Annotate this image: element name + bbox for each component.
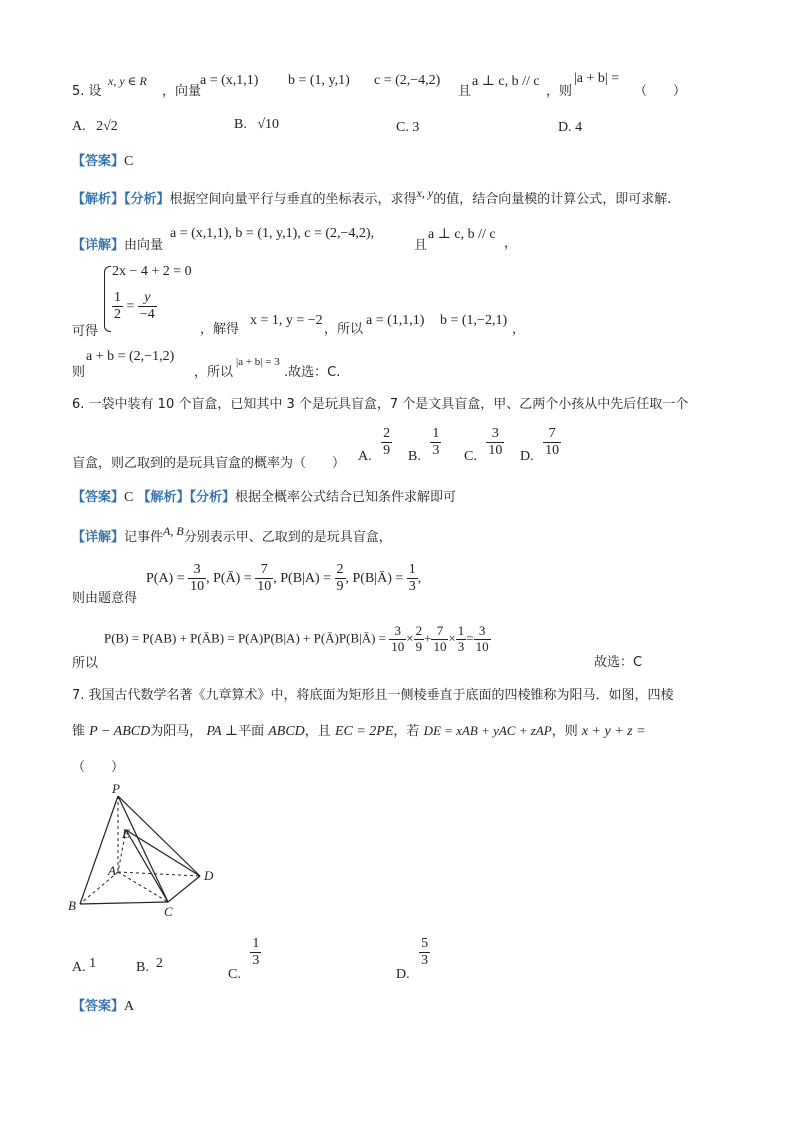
q6-given-lead: 则由题意得 xyxy=(72,591,138,606)
edge-pc xyxy=(118,796,168,902)
q5-relation: a ⊥ c, b // c xyxy=(472,74,540,89)
q5-option-d[interactable]: D. 4 xyxy=(558,120,583,135)
q5-and: 且 xyxy=(458,84,472,99)
q5-choose: .故选：C. xyxy=(284,365,341,380)
q6-so-lead: 所以 xyxy=(72,656,99,671)
q5-detail-comma: ， xyxy=(504,236,518,251)
q5-system-brace xyxy=(104,266,111,332)
label-p: P xyxy=(112,782,120,796)
q5-vec-c: c = (2,−4,2) xyxy=(374,73,441,88)
q5-analysis: 【解析】【分析】根据空间向量平行与垂直的坐标表示，求得x, y的值，结合向量模的计算公式，即可求解. xyxy=(72,186,672,207)
q5-eq2: $\frac{1}{2}$ = $\frac{y}{-4}$ xyxy=(114,290,155,323)
q7-paren: （ ） xyxy=(72,760,125,775)
q7-stem-line2: 锥 P − ABCD为阳马， PA ⊥平面 ABCD，且 EC = 2PE，若 DE = xAB + yAC + zAP，则 x + y + z = xyxy=(72,723,646,739)
q5-sum-vec: a + b = (2,−1,2) xyxy=(86,349,175,364)
q5-so-a: a = (1,1,1) xyxy=(366,313,425,328)
q7-option-c[interactable]: C. $\frac{1}{3}$ xyxy=(228,936,260,982)
edge-ed xyxy=(126,830,200,876)
q6-choose: 故选：C xyxy=(594,655,643,670)
q7-option-d[interactable]: D. $\frac{5}{3}$ xyxy=(396,936,429,982)
q7-pyramid-figure xyxy=(66,782,236,922)
q7-stem-line1: 7. 我国古代数学名著《九章算术》中，将底面为矩形且一侧棱垂直于底面的四棱锥称为阳马．如图，四棱 xyxy=(72,688,674,703)
q6-stem-line2: 盲盒，则乙取到的是玩具盲盒的概率为（ ） xyxy=(72,456,346,471)
q6-option-b[interactable]: B. $\frac{1}{3}$ xyxy=(408,426,440,464)
q5-option-c[interactable]: C. 3 xyxy=(396,120,420,135)
q5-so2: ，所以 xyxy=(194,365,234,380)
edge-ec xyxy=(126,830,168,902)
q5-detail-and: 且 xyxy=(414,238,428,253)
q5-vec-b: b = (1, y,1) xyxy=(288,73,350,88)
q5-number: 5. 设 xyxy=(72,84,102,99)
label-a: A xyxy=(108,863,116,878)
q5-so-text: ，所以 xyxy=(324,322,364,337)
q5-detail-rel: a ⊥ c, b // c xyxy=(428,227,496,242)
q6-given-probs: P(A) = $\frac{3}{10}$ , P(Ā) = $\frac{7}{10}$ , P(B|A) = $\frac{2}{9}$ , P(B|Ā) = $\frac{1}{3}$ , xyxy=(146,562,422,595)
q5-vec-a: a = (x,1,1) xyxy=(200,73,259,88)
edge-cd xyxy=(168,876,200,902)
q6-option-a[interactable]: A. $\frac{2}{9}$ xyxy=(358,426,391,464)
q5-ask: |a + b| = xyxy=(574,71,620,86)
q5-so-comma: ， xyxy=(512,322,526,337)
q5-so-b: b = (1,−2,1) xyxy=(440,313,508,328)
q6-answer-analysis: 【答案】C 【解析】【分析】根据全概率公式结合已知条件求解即可 xyxy=(72,490,457,505)
q6-total-prob: P(B) = P(AB) + P(ĀB) = P(A)P(B|A) + P(Ā)P(B|Ā) = $\frac{3}{10}$ × $\frac{2}{9}$ + $\frac{7}{10}$ × $\frac{1}{3}$ = $\frac{3}{10}$ xyxy=(104,623,489,654)
label-d: D xyxy=(204,868,214,883)
q5-detail: 【详解】由向量 xyxy=(72,238,164,253)
q5-then-lead: 则 xyxy=(72,365,86,380)
edge-pd xyxy=(118,796,200,876)
q5-solve-text: ，解得 xyxy=(200,322,240,337)
label-e: E xyxy=(122,826,130,841)
q5-cond-xy: x, y ∈ R xyxy=(108,74,147,88)
edge-ad xyxy=(118,872,200,876)
q5-answer: 【答案】C xyxy=(72,154,134,169)
q5-ask-lead: ，则 xyxy=(546,84,573,99)
q6-detail: 【详解】记事件A, B分别表示甲、乙取到的是玩具盲盒， xyxy=(72,524,392,545)
q5-detail-vectors: a = (x,1,1), b = (1, y,1), c = (2,−4,2), xyxy=(170,226,375,241)
q5-solve-vals: x = 1, y = −2 xyxy=(250,313,323,328)
q5-paren: （ ） xyxy=(634,84,687,99)
label-b: B xyxy=(68,898,76,913)
q7-option-a[interactable]: A. 1 xyxy=(72,956,97,975)
q7-answer: 【答案】A xyxy=(72,999,135,1014)
q6-option-c[interactable]: C. $\frac{3}{10}$ xyxy=(464,426,503,464)
q5-eq1: 2x − 4 + 2 = 0 xyxy=(112,264,192,279)
label-c: C xyxy=(164,904,173,919)
edge-bc xyxy=(80,902,168,904)
q7-option-b[interactable]: B. 2 xyxy=(136,956,163,975)
q5-option-b[interactable]: B. √10 xyxy=(234,117,280,132)
q5-option-a[interactable]: A. 2√2 xyxy=(72,119,118,134)
q5-derive-lead: 可得 xyxy=(72,324,99,339)
q5-magnitude: |a + b| = 3 xyxy=(236,356,280,368)
q5-vec-label: ，向量 xyxy=(162,84,202,99)
q5-stem xyxy=(72,80,102,99)
q6-option-d[interactable]: D. $\frac{7}{10}$ xyxy=(520,426,560,464)
q6-stem-line1: 6. 一袋中装有 10 个盲盒，已知其中 3 个是玩具盲盒，7 个是文具盲盒，甲、乙两个小孩从中先后任取一个 xyxy=(72,397,689,412)
